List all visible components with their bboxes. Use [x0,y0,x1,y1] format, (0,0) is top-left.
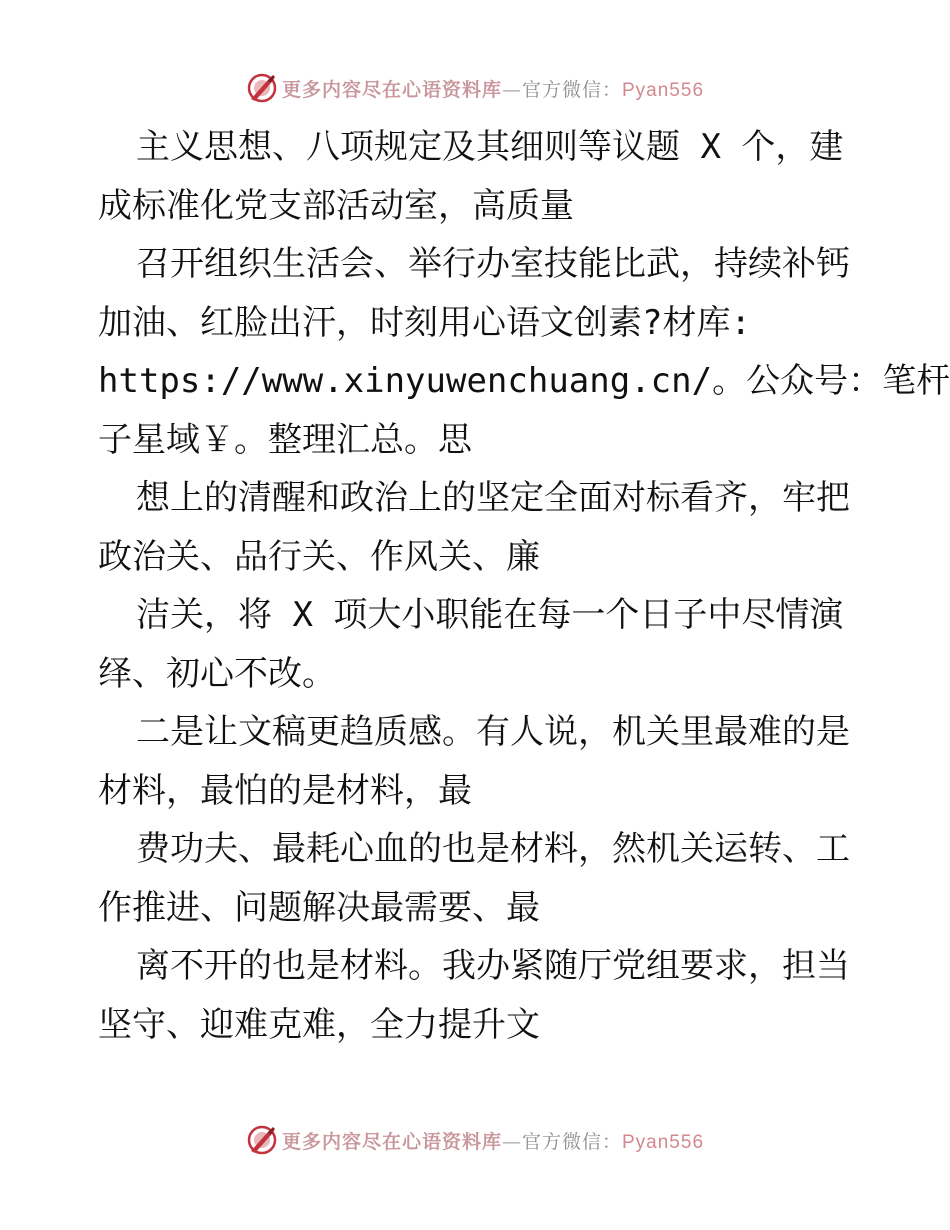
text-line: 加油、红脸出汗，时刻用心语文创素?材库: [98,302,751,343]
text-line: 绎、初心不改。 [98,653,336,694]
text-line: 离不开的也是材料。我办紧随厅党组要求，担当 [136,946,850,986]
text-line: 子星域￥。整理汇总。思 [98,419,472,460]
document-body [98,118,950,1054]
text-line: 政治关、品行关、作风关、廉 [98,536,540,577]
text-line: 召开组织生活会、举行办室技能比武，持续补钙 [136,244,850,284]
watermark-text: 更多内容尽在心语资料库—官方微信：Pyan556 [281,1130,705,1153]
text-line: 洁关，将 X 项大小职能在每一个日子中尽情演 [136,595,844,635]
text-line: 费功夫、最耗心血的也是材料，然机关运转、工 [136,829,850,869]
text-line: 想上的清醒和政治上的坚定全面对标看齐，牢把 [136,478,850,518]
text-line: 作推进、问题解决最需要、最 [98,887,540,928]
text-line: 成标准化党支部活动室，高质量 [98,185,574,226]
pen-logo-icon [246,72,278,104]
header-watermark [0,70,950,106]
pen-logo-icon [246,1124,278,1156]
text-line: 坚守、迎难克难，全力提升文 [98,1004,540,1045]
text-line: 材料，最怕的是材料，最 [98,770,472,811]
watermark-text: 更多内容尽在心语资料库—官方微信：Pyan556 [281,78,705,101]
text-line: 二是让文稿更趋质感。有人说，机关里最难的是 [136,712,850,752]
footer-watermark [0,1122,950,1158]
text-line: 主义思想、八项规定及其细则等议题 X 个，建 [136,127,844,167]
text-line: https://www.xinyuwenchuang.cn/。公众号：笔杆 [98,361,950,401]
